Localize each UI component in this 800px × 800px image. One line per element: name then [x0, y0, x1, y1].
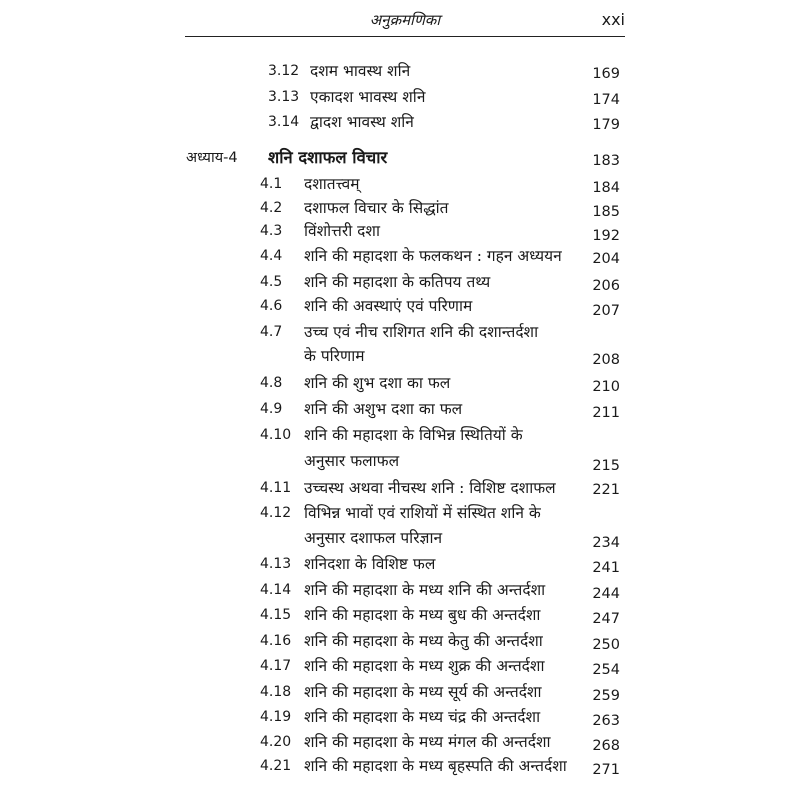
section-page: 211 [592, 405, 620, 421]
toc-entry-4-6 [0, 295, 800, 317]
section-title: शनि की महादशा के फलकथन : गहन अध्ययन [304, 247, 562, 265]
running-title: अनुक्रमणिका [369, 11, 441, 29]
toc-entry-4-16 [0, 630, 800, 652]
section-page: 208 [592, 352, 620, 368]
section-number: 4.1 [260, 176, 283, 192]
toc-entry-4-3 [0, 220, 800, 242]
section-page: 250 [592, 637, 620, 653]
section-number: 4.8 [260, 375, 283, 391]
section-number: 4.5 [260, 274, 283, 290]
section-number: 4.4 [260, 248, 283, 264]
section-page: 259 [592, 688, 620, 704]
section-number: 4.13 [260, 556, 292, 572]
toc-entry-4-5 [0, 271, 800, 293]
section-number: 4.11 [260, 480, 292, 496]
toc-entry-4-7 [0, 321, 800, 343]
section-title: शनि की शुभ दशा का फल [304, 374, 451, 392]
section-title: दशातत्त्वम् [304, 175, 360, 193]
section-page: 204 [592, 251, 620, 267]
section-title: उच्चस्थ अथवा नीचस्थ शनि : विशिष्ट दशाफल [304, 479, 556, 497]
section-number: 4.21 [260, 758, 292, 774]
section-title: शनि की महादशा के कतिपय तथ्य [304, 273, 491, 291]
section-title: शनि की महादशा के मध्य बुध की अन्तर्दशा [304, 606, 541, 624]
section-title: विभिन्न भावों एवं राशियों में संस्थित शनि के [304, 504, 541, 522]
toc-chapter-4 [0, 147, 800, 169]
section-title: शनि की महादशा के मध्य केतु की अन्तर्दशा [304, 632, 543, 650]
section-number: 3.12 [268, 63, 300, 79]
toc-entry-3-12 [0, 60, 800, 82]
section-page: 206 [592, 278, 620, 294]
section-title: शनि की अवस्थाएं एवं परिणाम [304, 297, 473, 315]
section-title: विंशोत्तरी दशा [304, 222, 380, 240]
section-title: एकादश भावस्थ शनि [310, 88, 426, 106]
toc-entry-4-12-continued [0, 527, 800, 549]
page-number: xxi [601, 10, 625, 29]
section-page: 215 [592, 458, 620, 474]
toc-entry-4-8 [0, 372, 800, 394]
toc-entry-4-18 [0, 681, 800, 703]
section-page: 234 [592, 535, 620, 551]
toc-entry-4-7-continued [0, 345, 800, 367]
section-page: 254 [592, 662, 620, 678]
section-number: 4.15 [260, 607, 292, 623]
section-number: 4.16 [260, 633, 292, 649]
section-page: 192 [592, 228, 620, 244]
section-number: 4.9 [260, 401, 283, 417]
section-number: 4.19 [260, 709, 292, 725]
section-page: 210 [592, 379, 620, 395]
section-number: 4.17 [260, 658, 292, 674]
toc-entry-3-14 [0, 111, 800, 133]
section-number: 4.10 [260, 427, 292, 443]
toc-entry-4-10-continued [0, 450, 800, 472]
section-title-continued: अनुसार फलाफल [304, 452, 400, 470]
section-number: 4.7 [260, 324, 283, 340]
section-title: दशम भावस्थ शनि [310, 62, 411, 80]
toc-entry-4-11 [0, 477, 800, 499]
section-number: 4.2 [260, 200, 283, 216]
section-title: शनि की महादशा के मध्य सूर्य की अन्तर्दशा [304, 683, 542, 701]
section-title: शनि की महादशा के मध्य मंगल की अन्तर्दशा [304, 733, 551, 751]
toc-entry-4-19 [0, 706, 800, 728]
toc-entry-4-10 [0, 424, 800, 446]
section-title: द्वादश भावस्थ शनि [310, 113, 414, 131]
chapter-page: 183 [592, 153, 620, 169]
section-number: 4.12 [260, 505, 292, 521]
section-title-continued: अनुसार दशाफल परिज्ञान [304, 529, 443, 547]
section-page: 185 [592, 204, 620, 220]
toc-entry-4-17 [0, 655, 800, 677]
section-title: शनि की महादशा के मध्य बृहस्पति की अन्तर्दशा [304, 757, 567, 775]
section-title: शनि की अशुभ दशा का फल [304, 400, 463, 418]
section-number: 4.18 [260, 684, 292, 700]
section-number: 4.14 [260, 582, 292, 598]
section-title: शनि की महादशा के मध्य चंद्र की अन्तर्दशा [304, 708, 541, 726]
section-page: 247 [592, 611, 620, 627]
chapter-number: अध्याय-4 [186, 150, 238, 166]
section-page: 244 [592, 586, 620, 602]
section-title: शनि की महादशा के मध्य शुक्र की अन्तर्दशा [304, 657, 545, 675]
section-title: शनिदशा के विशिष्ट फल [304, 555, 436, 573]
section-title-continued: के परिणाम [304, 347, 365, 365]
section-title: शनि की महादशा के मध्य शनि की अन्तर्दशा [304, 581, 546, 599]
section-page: 169 [592, 66, 620, 82]
section-number: 3.13 [268, 89, 300, 105]
toc-entry-4-13 [0, 553, 800, 575]
section-page: 221 [592, 482, 620, 498]
section-page: 271 [592, 762, 620, 778]
toc-entry-4-12 [0, 502, 800, 524]
section-page: 184 [592, 180, 620, 196]
section-number: 4.6 [260, 298, 283, 314]
section-page: 207 [592, 303, 620, 319]
toc-entry-4-14 [0, 579, 800, 601]
section-title: दशाफल विचार के सिद्धांत [304, 199, 449, 217]
chapter-title: शनि दशाफल विचार [268, 148, 388, 167]
section-title: उच्च एवं नीच राशिगत शनि की दशान्तर्दशा [304, 323, 539, 341]
toc-entry-4-1 [0, 173, 800, 195]
section-number: 4.20 [260, 734, 292, 750]
section-page: 268 [592, 738, 620, 754]
section-title: शनि की महादशा के विभिन्न स्थितियों के [304, 426, 523, 444]
toc-entry-4-21 [0, 755, 800, 777]
section-number: 3.14 [268, 114, 300, 130]
toc-entry-3-13 [0, 86, 800, 108]
toc-entry-4-20 [0, 731, 800, 753]
section-page: 174 [592, 92, 620, 108]
section-page: 241 [592, 560, 620, 576]
toc-entry-4-2 [0, 197, 800, 219]
section-number: 4.3 [260, 223, 283, 239]
section-page: 179 [592, 117, 620, 133]
toc-entry-4-15 [0, 604, 800, 626]
toc-entry-4-4 [0, 245, 800, 267]
toc-entry-4-9 [0, 398, 800, 420]
section-page: 263 [592, 713, 620, 729]
